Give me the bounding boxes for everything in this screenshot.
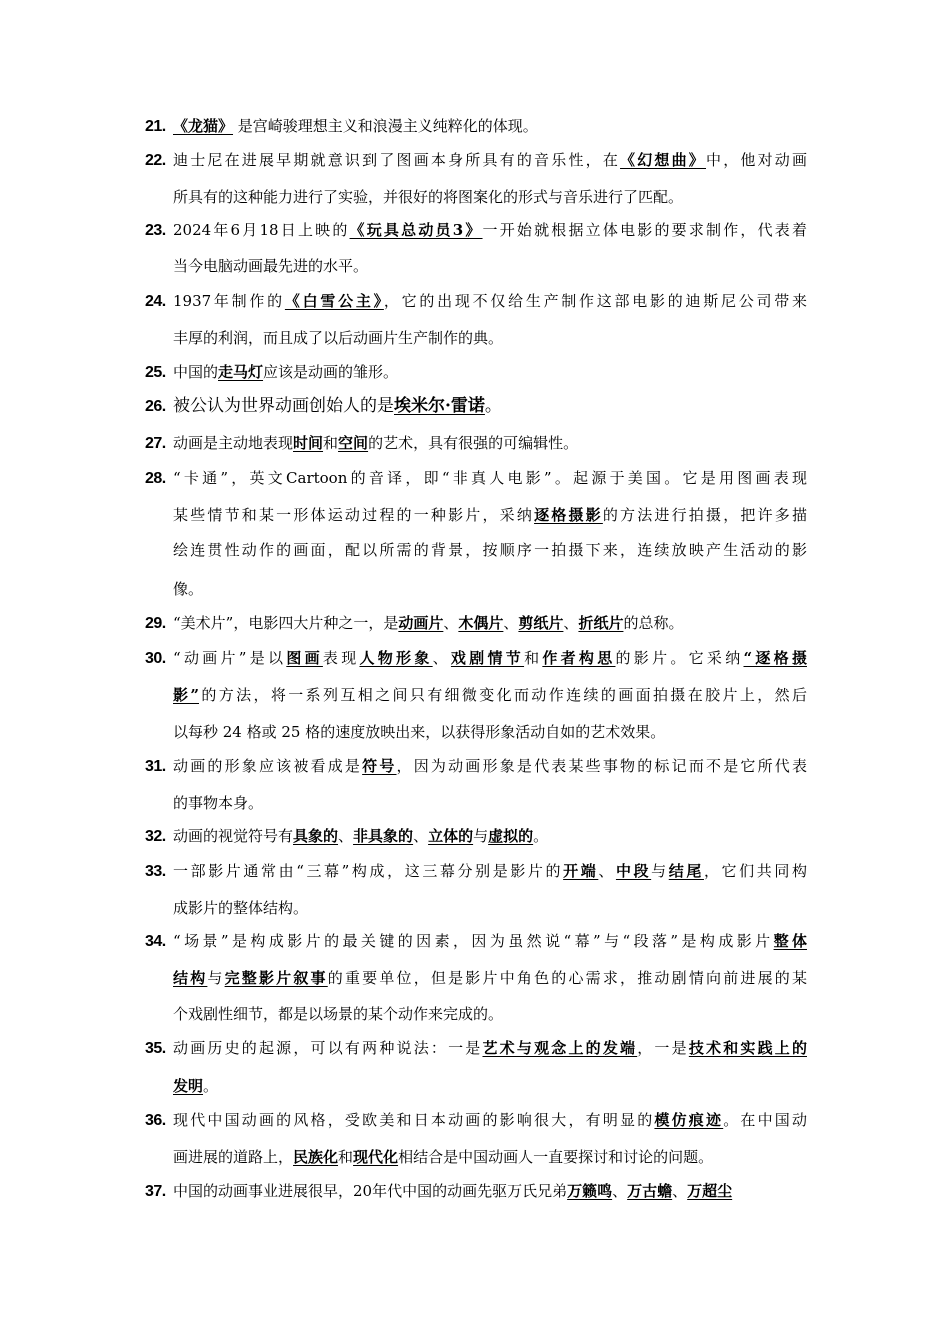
text-segment: 、	[563, 614, 579, 632]
text-segment: 像。	[173, 580, 204, 598]
answer-blank: 空间	[338, 434, 369, 452]
answer-blank: 完整影片叙事	[224, 969, 328, 987]
item-first-line	[145, 395, 502, 417]
text-segment: 、	[443, 614, 459, 632]
text-segment: “卡通”，英文Cartoon的音译，即“非真人电影”。起源于美国。它是用图画表现	[173, 469, 807, 487]
item-first-line	[145, 860, 807, 882]
answer-blank: 民族化	[293, 1148, 339, 1166]
answer-blank: 人物形象	[359, 649, 433, 667]
item-text	[173, 329, 503, 347]
item-first-line	[145, 612, 683, 634]
item-number: 24.	[145, 293, 166, 310]
item-text	[173, 794, 263, 812]
text-segment: 所具有的这种能力进行了实验，并很好的将图案化的形式与音乐进行了匹配。	[173, 188, 684, 206]
item-text	[173, 967, 807, 989]
answer-blank: 走马灯	[218, 363, 264, 381]
item-text	[173, 188, 683, 206]
item-number: 26.	[145, 398, 166, 415]
item-number: 22.	[145, 152, 166, 169]
item-first-line	[145, 1180, 732, 1202]
text-segment: 动画的视觉符号有	[173, 827, 294, 845]
item-first-line	[145, 149, 807, 171]
text-segment: 的总称。	[623, 614, 684, 632]
text-segment: 中国的动画事业进展很早，20年代中国的动画先驱万氏兄弟	[173, 1182, 568, 1200]
item-number: 35.	[145, 1040, 166, 1057]
text-segment: 、	[432, 649, 451, 667]
text-segment: “美术片”，电影四大片种之一，是	[173, 614, 399, 632]
answer-blank: 《幻想曲》	[620, 151, 706, 169]
text-segment: 个戏剧性细节，都是以场景的某个动作来完成的。	[173, 1005, 504, 1023]
text-segment: 成影片的整体结构。	[173, 899, 309, 917]
item-continuation-line	[173, 255, 368, 277]
answer-blank: 剪纸片	[518, 614, 564, 632]
answer-blank: 《玩具总动员3》	[349, 221, 483, 239]
text-segment: 、	[503, 614, 519, 632]
item-text	[173, 539, 807, 561]
item-continuation-line	[173, 1003, 503, 1025]
answer-blank: 万籁鸣	[567, 1182, 613, 1200]
answer-blank: 万超尘	[687, 1182, 733, 1200]
text-segment: 表现	[322, 649, 360, 667]
answer-blank: 中段	[615, 862, 652, 880]
item-number: 36.	[145, 1112, 166, 1129]
text-segment: 一部影片通常由“三幕”构成，这三幕分别是影片的	[173, 862, 564, 880]
item-continuation-line	[173, 721, 665, 743]
item-continuation-line	[173, 897, 308, 919]
text-segment: 、	[672, 1182, 688, 1200]
text-segment: 某些情节和某一形体运动过程的一种影片，采纳	[173, 506, 535, 524]
item-text	[173, 1037, 807, 1059]
text-segment: 1937年制作的	[173, 292, 285, 310]
text-segment: 绘连贯性动作的画面，配以所需的背景，按顺序一拍摄下来，连续放映产生活动的影	[173, 541, 807, 559]
text-segment: 的方法进行拍摄，把许多描	[602, 506, 807, 524]
answer-blank: 戏剧情节	[450, 649, 525, 667]
answer-blank: 具象的	[293, 827, 339, 845]
item-text	[173, 860, 807, 882]
item-first-line	[145, 432, 578, 454]
answer-blank: 埃米尔·雷诺	[394, 396, 485, 416]
answer-blank: 非具象的	[353, 827, 414, 845]
text-segment: 、	[612, 1182, 628, 1200]
item-number: 21.	[145, 118, 166, 135]
text-segment: 与	[473, 827, 489, 845]
item-text	[173, 396, 502, 416]
item-text	[173, 827, 548, 845]
text-segment: 中国的	[173, 363, 219, 381]
text-segment: “场景”是构成影片的最关键的因素，因为虽然说“幕”与“段落”是构成影片	[173, 932, 774, 950]
text-segment: 是宫崎骏理想主义和浪漫主义纯粹化的体现。	[233, 117, 538, 135]
item-number: 37.	[145, 1183, 166, 1200]
text-segment: 丰厚的利润，而且成了以后动画片生产制作的典。	[173, 329, 504, 347]
item-text	[173, 467, 807, 489]
item-continuation-line	[173, 504, 807, 526]
answer-blank: 木偶片	[458, 614, 504, 632]
text-segment: 和	[323, 434, 339, 452]
text-segment: “动画片”是以	[173, 649, 287, 667]
answer-blank: 模仿痕迹	[654, 1111, 724, 1129]
item-text	[173, 149, 807, 171]
item-text	[173, 504, 807, 526]
text-segment: ，它们共同构	[703, 862, 807, 880]
text-segment: 的艺术，具有很强的可编辑性。	[368, 434, 579, 452]
text-segment: ，它的出现不仅给生产制作这部电影的迪斯尼公司带来	[383, 292, 807, 310]
text-segment: 迪士尼在进展早期就意识到了图画本身所具有的音乐性，在	[173, 151, 621, 169]
answer-blank: 符号	[362, 757, 397, 775]
item-number: 30.	[145, 650, 166, 667]
text-segment: 的方法，将一系列互相之间只有细微变化而动作连续的画面拍摄在胶片上，然后	[199, 686, 807, 704]
answer-blank: 逐格摄影	[534, 506, 603, 524]
item-first-line	[145, 1037, 807, 1059]
item-text	[173, 1077, 218, 1095]
text-segment: 2024年6月18日上映的	[173, 221, 350, 239]
text-segment: 。	[203, 1077, 219, 1095]
answer-blank: “逐格摄	[743, 649, 807, 667]
item-text	[173, 647, 807, 669]
text-segment: 以每秒 24 格或 25 格的速度放映出来，以获得形象活动自如的艺术效果。	[173, 723, 666, 741]
item-first-line	[145, 115, 538, 137]
text-segment: 和	[338, 1148, 354, 1166]
answer-blank: 现代化	[353, 1148, 399, 1166]
item-text	[173, 580, 203, 598]
answer-blank: 折纸片	[578, 614, 624, 632]
text-segment: 应该是动画的雏形。	[263, 363, 399, 381]
item-text	[173, 930, 807, 952]
answer-blank: 动画片	[398, 614, 444, 632]
answer-blank: 作者构思	[542, 649, 616, 667]
text-segment: 被公认为世界动画创始人的是	[173, 396, 394, 416]
item-continuation-line	[173, 327, 503, 349]
item-continuation-line	[173, 684, 807, 706]
answer-blank: 影”	[173, 686, 199, 704]
text-segment: 。	[484, 396, 502, 416]
text-segment: 和	[524, 649, 543, 667]
item-text	[173, 1182, 732, 1200]
item-text	[173, 1005, 503, 1023]
item-text	[173, 684, 807, 706]
text-segment: 动画历史的起源，可以有两种说法：一是	[173, 1039, 483, 1057]
text-segment: 的影片。它采纳	[615, 649, 744, 667]
item-first-line	[145, 219, 807, 241]
answer-blank: 开端	[563, 862, 599, 880]
text-segment: 的事物本身。	[173, 794, 264, 812]
text-segment: 与	[207, 969, 225, 987]
item-number: 31.	[145, 758, 166, 775]
answer-blank: 《龙猫》	[173, 117, 234, 135]
item-first-line	[145, 930, 807, 952]
answer-blank: 图画	[286, 649, 323, 667]
text-segment: 动画是主动地表现	[173, 434, 294, 452]
text-segment: 、	[338, 827, 354, 845]
text-segment: ，一是	[637, 1039, 689, 1057]
item-continuation-line	[173, 792, 263, 814]
item-continuation-line	[173, 1075, 218, 1097]
item-continuation-line	[173, 1146, 713, 1168]
item-continuation-line	[173, 578, 203, 600]
item-text	[173, 1109, 807, 1131]
item-text	[173, 899, 308, 917]
text-segment: 当今电脑动画最先进的水平。	[173, 257, 369, 275]
item-first-line	[145, 825, 548, 847]
text-segment: 相结合是中国动画人一直要探讨和讨论的问题。	[398, 1148, 714, 1166]
item-number: 33.	[145, 863, 166, 880]
text-segment: 现代中国动画的风格，受欧美和日本动画的影响很大，有明显的	[173, 1111, 655, 1129]
item-text	[173, 434, 578, 452]
item-text	[173, 1148, 713, 1166]
item-number: 29.	[145, 615, 166, 632]
answer-blank: 结尾	[668, 862, 704, 880]
item-continuation-line	[173, 539, 807, 561]
item-text	[173, 290, 807, 312]
text-segment: 。在中国动	[723, 1111, 807, 1129]
answer-blank: 技术和实践上的	[688, 1039, 807, 1057]
item-first-line	[145, 1109, 807, 1131]
item-number: 23.	[145, 222, 166, 239]
item-number: 25.	[145, 364, 166, 381]
item-first-line	[145, 361, 398, 383]
text-segment: 一开始就根据立体电影的要求制作，代表着	[482, 221, 807, 239]
text-segment: 。	[533, 827, 549, 845]
answer-blank: 艺术与观念上的发端	[482, 1039, 638, 1057]
answer-blank: 立体的	[428, 827, 474, 845]
text-segment: 画进展的道路上，	[173, 1148, 294, 1166]
answer-blank: 结构	[173, 969, 208, 987]
answer-blank: 整体	[773, 932, 807, 950]
item-number: 32.	[145, 828, 166, 845]
text-segment: ，因为动画形象是代表某些事物的标记而不是它所代表	[396, 757, 807, 775]
item-text	[173, 755, 807, 777]
text-segment: 、	[413, 827, 429, 845]
item-first-line	[145, 647, 807, 669]
text-segment: 、	[598, 862, 616, 880]
item-text	[173, 219, 807, 241]
answer-blank: 发明	[173, 1077, 204, 1095]
text-segment: 与	[651, 862, 669, 880]
item-continuation-line	[173, 186, 683, 208]
item-text	[173, 117, 538, 135]
item-first-line	[145, 755, 807, 777]
item-text	[173, 614, 683, 632]
answer-blank: 时间	[293, 434, 324, 452]
item-first-line	[145, 290, 807, 312]
text-segment: 中，他对动画	[706, 151, 807, 169]
answer-blank: 《白雪公主》	[284, 292, 384, 310]
item-continuation-line	[173, 967, 807, 989]
item-first-line	[145, 467, 807, 489]
answer-blank: 万古蟾	[627, 1182, 673, 1200]
item-text	[173, 363, 398, 381]
item-number: 28.	[145, 470, 166, 487]
text-segment: 动画的形象应该被看成是	[173, 757, 363, 775]
text-segment: 的重要单位，但是影片中角色的心需求，推动剧情向前进展的某	[327, 969, 807, 987]
item-text	[173, 257, 368, 275]
item-text	[173, 723, 665, 741]
item-number: 34.	[145, 933, 166, 950]
answer-blank: 虚拟的	[488, 827, 534, 845]
item-number: 27.	[145, 435, 166, 452]
